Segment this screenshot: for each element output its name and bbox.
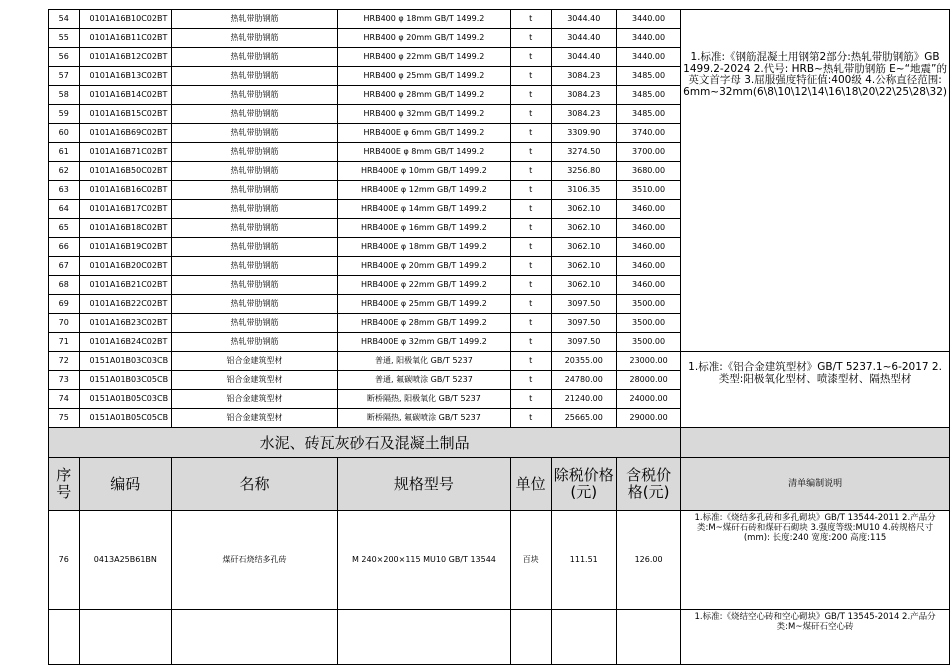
cell-ex-tax: 21240.00: [551, 390, 617, 409]
cell-name: 热轧带肋钢筋: [172, 29, 338, 48]
cell-name: 热轧带肋钢筋: [172, 67, 338, 86]
cell-name: 铝合金建筑型材: [172, 352, 338, 371]
cell-spec: HRB400 φ 20mm GB/T 1499.2: [338, 29, 511, 48]
cell-code: 0151A01B03C03CB: [79, 352, 172, 371]
cell-seq: 68: [49, 276, 80, 295]
cell-seq: [49, 610, 80, 665]
header-name: 名称: [172, 458, 338, 511]
cell-spec: HRB400E φ 20mm GB/T 1499.2: [338, 257, 511, 276]
cell-code: 0101A16B50C02BT: [79, 162, 172, 181]
table-body-masonry: [49, 428, 950, 665]
cell-code: 0101A16B16C02BT: [79, 181, 172, 200]
cell-spec: HRB400E φ 18mm GB/T 1499.2: [338, 238, 511, 257]
section-row: [49, 428, 950, 458]
cell-unit: t: [510, 29, 551, 48]
cell-code: 0101A16B20C02BT: [79, 257, 172, 276]
cell-unit: t: [510, 48, 551, 67]
table-row: [49, 511, 950, 610]
table-row: [49, 610, 950, 665]
cell-spec: HRB400E φ 10mm GB/T 1499.2: [338, 162, 511, 181]
cell-ex-tax: 3309.90: [551, 124, 617, 143]
cell-in-tax: [617, 610, 681, 665]
cell-spec: M 240×200×115 MU10 GB/T 13544: [338, 511, 511, 610]
cell-seq: 63: [49, 181, 80, 200]
table-body-aluminum: [49, 352, 950, 428]
cell-code: 0101A16B10C02BT: [79, 10, 172, 29]
cell-seq: 71: [49, 333, 80, 352]
cell-seq: 73: [49, 371, 80, 390]
cell-seq: 55: [49, 29, 80, 48]
cell-spec: HRB400 φ 22mm GB/T 1499.2: [338, 48, 511, 67]
cell-unit: t: [510, 352, 551, 371]
brick-note: 1.标准:《烧结多孔砖和多孔砌块》GB/T 13544-2011 2.产品分类:M~煤矸石砖和煤矸石砌块 3.强度等级:MU10 4.砖规格尺寸 (mm): 长度:240 宽度:200 高度:115: [681, 511, 950, 610]
rebar-note: 1.标准:《钢筋混凝土用钢第2部分:热轧带肋钢筋》GB 1499.2-2024 2.代号: HRB~热轧带肋钢筋 E~“地震”的英文首字母 3.屈服强度特征值:400级 4.公称直径范围: 6mm~32mm(6\8\10\12\14\16\18\20\22\25\28\32): [681, 10, 950, 352]
cell-unit: t: [510, 409, 551, 428]
cell-seq: 69: [49, 295, 80, 314]
cell-code: 0151A01B05C03CB: [79, 390, 172, 409]
cell-code: 0151A01B03C05CB: [79, 371, 172, 390]
section-note-cell: [681, 428, 950, 458]
cell-unit: t: [510, 67, 551, 86]
cell-spec: HRB400 φ 18mm GB/T 1499.2: [338, 10, 511, 29]
cell-unit: t: [510, 143, 551, 162]
cell-ex-tax: 20355.00: [551, 352, 617, 371]
cell-in-tax: 24000.00: [617, 390, 681, 409]
cell-name: 热轧带肋钢筋: [172, 105, 338, 124]
cell-in-tax: 3460.00: [617, 257, 681, 276]
cell-name: 热轧带肋钢筋: [172, 238, 338, 257]
section-title: 水泥、砖瓦灰砂石及混凝土制品: [49, 428, 681, 458]
cell-in-tax: 3460.00: [617, 219, 681, 238]
cell-unit: t: [510, 105, 551, 124]
cell-name: 热轧带肋钢筋: [172, 86, 338, 105]
cell-spec: 断桥隔热, 阳极氧化 GB/T 5237: [338, 390, 511, 409]
aluminum-note: 1.标准:《铝合金建筑型材》GB/T 5237.1~6-2017 2.类型:阳极氧化型材、喷漆型材、隔热型材: [681, 352, 950, 428]
cell-ex-tax: 25665.00: [551, 409, 617, 428]
cell-seq: 58: [49, 86, 80, 105]
cell-seq: 57: [49, 67, 80, 86]
cell-seq: 75: [49, 409, 80, 428]
cell-code: 0101A16B18C02BT: [79, 219, 172, 238]
cell-code: 0151A01B05C05CB: [79, 409, 172, 428]
cell-code: 0101A16B24C02BT: [79, 333, 172, 352]
cell-name: 热轧带肋钢筋: [172, 219, 338, 238]
header-in-tax: 含税价格(元): [617, 458, 681, 511]
cell-code: 0101A16B21C02BT: [79, 276, 172, 295]
cell-name: 铝合金建筑型材: [172, 390, 338, 409]
cell-unit: t: [510, 10, 551, 29]
cell-spec: 普通, 氟碳喷涂 GB/T 5237: [338, 371, 511, 390]
cell-name: 煤矸石烧结多孔砖: [172, 511, 338, 610]
cell-seq: 61: [49, 143, 80, 162]
cell-code: 0101A16B69C02BT: [79, 124, 172, 143]
cell-code: 0101A16B13C02BT: [79, 67, 172, 86]
cell-name: 热轧带肋钢筋: [172, 181, 338, 200]
cell-seq: 60: [49, 124, 80, 143]
cell-ex-tax: 3044.40: [551, 48, 617, 67]
cell-name: 热轧带肋钢筋: [172, 162, 338, 181]
cell-code: 0101A16B14C02BT: [79, 86, 172, 105]
cell-unit: [510, 610, 551, 665]
cell-spec: HRB400E φ 12mm GB/T 1499.2: [338, 181, 511, 200]
cell-name: 热轧带肋钢筋: [172, 257, 338, 276]
cell-unit: t: [510, 124, 551, 143]
cell-in-tax: 3440.00: [617, 48, 681, 67]
cell-in-tax: 3500.00: [617, 333, 681, 352]
header-code: 编码: [79, 458, 172, 511]
cell-seq: 74: [49, 390, 80, 409]
header-spec: 规格型号: [338, 458, 511, 511]
price-table: [48, 9, 950, 665]
cell-ex-tax: 3062.10: [551, 219, 617, 238]
cell-name: 热轧带肋钢筋: [172, 48, 338, 67]
header-unit: 单位: [510, 458, 551, 511]
cell-in-tax: 3485.00: [617, 67, 681, 86]
cell-in-tax: 28000.00: [617, 371, 681, 390]
cell-in-tax: 126.00: [617, 511, 681, 610]
cell-spec: HRB400E φ 22mm GB/T 1499.2: [338, 276, 511, 295]
cell-name: 铝合金建筑型材: [172, 409, 338, 428]
cell-in-tax: 3485.00: [617, 105, 681, 124]
cell-name: 热轧带肋钢筋: [172, 314, 338, 333]
cell-in-tax: 3460.00: [617, 200, 681, 219]
cell-spec: HRB400E φ 14mm GB/T 1499.2: [338, 200, 511, 219]
cell-spec: HRB400E φ 6mm GB/T 1499.2: [338, 124, 511, 143]
cell-in-tax: 3740.00: [617, 124, 681, 143]
cell-in-tax: 3500.00: [617, 314, 681, 333]
cell-unit: t: [510, 390, 551, 409]
cell-in-tax: 3485.00: [617, 86, 681, 105]
cell-in-tax: 3680.00: [617, 162, 681, 181]
cell-seq: 64: [49, 200, 80, 219]
cell-unit: t: [510, 314, 551, 333]
cell-in-tax: 3700.00: [617, 143, 681, 162]
cell-ex-tax: 3084.23: [551, 86, 617, 105]
cell-ex-tax: 3097.50: [551, 295, 617, 314]
cell-spec: HRB400E φ 32mm GB/T 1499.2: [338, 333, 511, 352]
cell-name: 铝合金建筑型材: [172, 371, 338, 390]
cell-unit: t: [510, 86, 551, 105]
cell-unit: t: [510, 333, 551, 352]
cell-code: 0101A16B71C02BT: [79, 143, 172, 162]
cell-spec: 普通, 阳极氧化 GB/T 5237: [338, 352, 511, 371]
cell-spec: HRB400 φ 25mm GB/T 1499.2: [338, 67, 511, 86]
cell-ex-tax: 3084.23: [551, 67, 617, 86]
cell-code: 0101A16B17C02BT: [79, 200, 172, 219]
cell-unit: 百块: [510, 511, 551, 610]
cell-seq: 65: [49, 219, 80, 238]
cell-ex-tax: 3062.10: [551, 238, 617, 257]
cell-ex-tax: 3062.10: [551, 200, 617, 219]
cell-in-tax: 23000.00: [617, 352, 681, 371]
cell-spec: 断桥隔热, 氟碳喷涂 GB/T 5237: [338, 409, 511, 428]
cell-seq: 72: [49, 352, 80, 371]
header-ex-tax: 除税价格(元): [551, 458, 617, 511]
cell-unit: t: [510, 181, 551, 200]
cell-ex-tax: [551, 610, 617, 665]
cell-in-tax: 3510.00: [617, 181, 681, 200]
cell-code: 0101A16B19C02BT: [79, 238, 172, 257]
cell-ex-tax: 3044.40: [551, 10, 617, 29]
cell-ex-tax: 3062.10: [551, 276, 617, 295]
cell-name: 热轧带肋钢筋: [172, 10, 338, 29]
cell-unit: t: [510, 162, 551, 181]
cell-ex-tax: 3256.80: [551, 162, 617, 181]
cell-seq: 76: [49, 511, 80, 610]
cell-ex-tax: 3274.50: [551, 143, 617, 162]
cell-code: 0413A25B61BN: [79, 511, 172, 610]
header-note: 清单编制说明: [681, 458, 950, 511]
cell-seq: 62: [49, 162, 80, 181]
hollow-brick-note: 1.标准:《烧结空心砖和空心砌块》GB/T 13545-2014 2.产品分类:M~煤矸石空心砖: [681, 610, 950, 665]
cell-unit: t: [510, 257, 551, 276]
cell-ex-tax: 3084.23: [551, 105, 617, 124]
cell-in-tax: 3440.00: [617, 10, 681, 29]
cell-seq: 59: [49, 105, 80, 124]
cell-name: 热轧带肋钢筋: [172, 200, 338, 219]
cell-code: 0101A16B23C02BT: [79, 314, 172, 333]
cell-spec: [338, 610, 511, 665]
cell-seq: 56: [49, 48, 80, 67]
cell-ex-tax: 3097.50: [551, 333, 617, 352]
cell-code: [79, 610, 172, 665]
cell-code: 0101A16B15C02BT: [79, 105, 172, 124]
cell-unit: t: [510, 276, 551, 295]
cell-in-tax: 3460.00: [617, 238, 681, 257]
cell-spec: HRB400 φ 32mm GB/T 1499.2: [338, 105, 511, 124]
cell-spec: HRB400E φ 28mm GB/T 1499.2: [338, 314, 511, 333]
cell-ex-tax: 3044.40: [551, 29, 617, 48]
cell-name: 热轧带肋钢筋: [172, 143, 338, 162]
table-row: [49, 352, 950, 371]
cell-name: 热轧带肋钢筋: [172, 295, 338, 314]
cell-unit: t: [510, 200, 551, 219]
cell-name: 热轧带肋钢筋: [172, 333, 338, 352]
cell-unit: t: [510, 219, 551, 238]
cell-ex-tax: 111.51: [551, 511, 617, 610]
cell-ex-tax: 24780.00: [551, 371, 617, 390]
cell-seq: 67: [49, 257, 80, 276]
header-row: [49, 458, 950, 511]
cell-ex-tax: 3062.10: [551, 257, 617, 276]
cell-in-tax: 3440.00: [617, 29, 681, 48]
cell-code: 0101A16B12C02BT: [79, 48, 172, 67]
cell-seq: 70: [49, 314, 80, 333]
cell-seq: 54: [49, 10, 80, 29]
cell-ex-tax: 3097.50: [551, 314, 617, 333]
cell-unit: t: [510, 371, 551, 390]
cell-spec: HRB400E φ 25mm GB/T 1499.2: [338, 295, 511, 314]
cell-code: 0101A16B11C02BT: [79, 29, 172, 48]
cell-spec: HRB400E φ 16mm GB/T 1499.2: [338, 219, 511, 238]
cell-spec: HRB400 φ 28mm GB/T 1499.2: [338, 86, 511, 105]
cell-name: 热轧带肋钢筋: [172, 276, 338, 295]
cell-in-tax: 3500.00: [617, 295, 681, 314]
cell-code: 0101A16B22C02BT: [79, 295, 172, 314]
cell-in-tax: 29000.00: [617, 409, 681, 428]
cell-name: [172, 610, 338, 665]
cell-name: 热轧带肋钢筋: [172, 124, 338, 143]
cell-in-tax: 3460.00: [617, 276, 681, 295]
cell-seq: 66: [49, 238, 80, 257]
cell-ex-tax: 3106.35: [551, 181, 617, 200]
cell-unit: t: [510, 238, 551, 257]
cell-spec: HRB400E φ 8mm GB/T 1499.2: [338, 143, 511, 162]
table-body-rebar: [49, 10, 950, 352]
table-row: [49, 10, 950, 29]
cell-unit: t: [510, 295, 551, 314]
header-seq: 序号: [49, 458, 80, 511]
